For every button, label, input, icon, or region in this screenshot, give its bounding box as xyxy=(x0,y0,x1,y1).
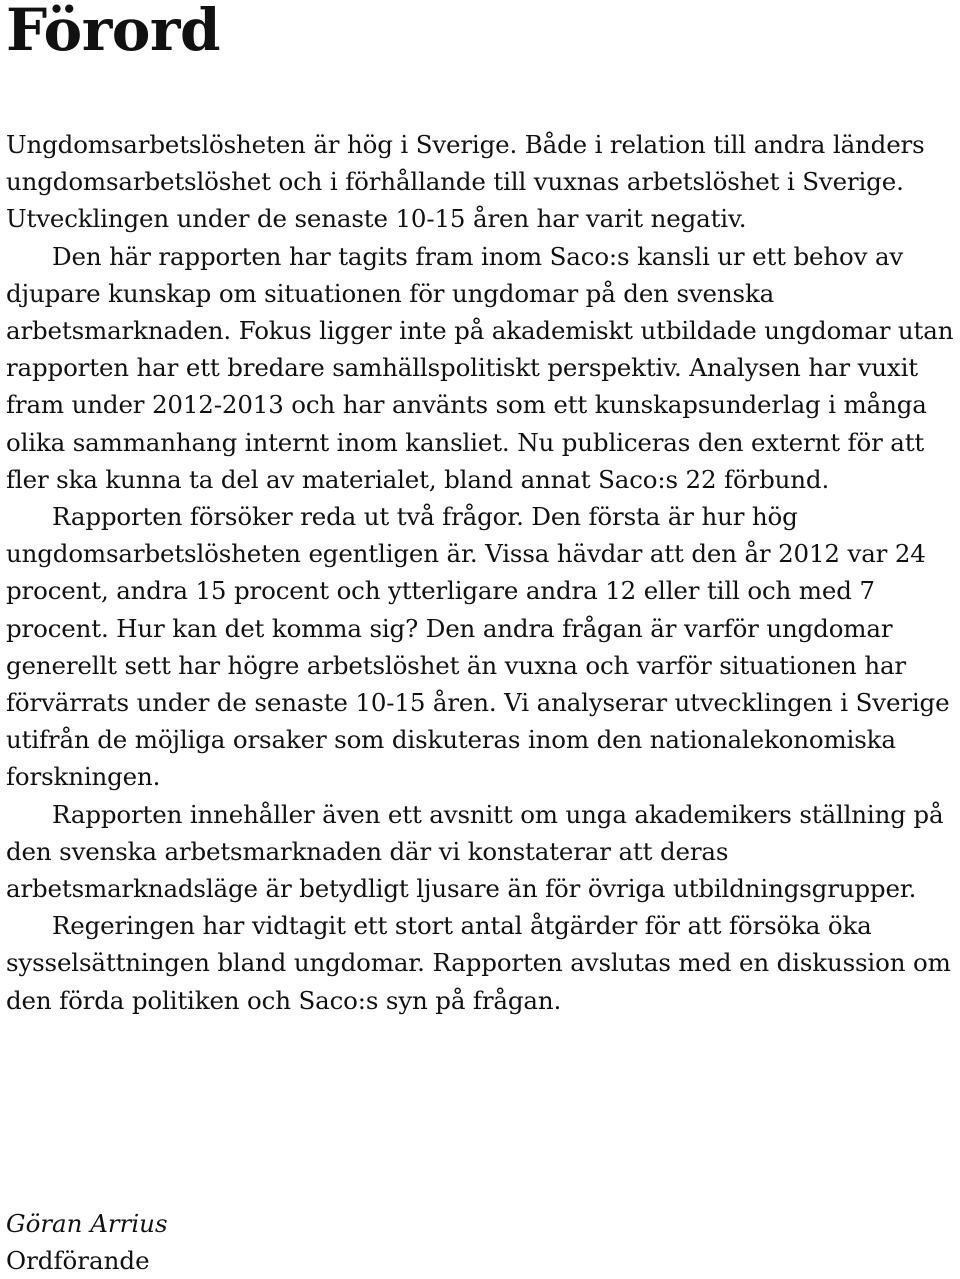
paragraph-report-background: Den här rapporten har tagits fram inom Saco:s kansli ur ett behov av djupare kunskap om situationen för ungdomar på den svenska arbetsmarknaden. Fokus ligger inte på akademiskt utbildade ungdomar utan rapporten har ett bredare samhällspolitiskt perspektiv. Analysen har vuxit fram under 2012-2013 och har använts som ett kunskapsunderlag i många olika sammanhang internt inom kansliet. Nu publiceras den externt för att fler ska kunna ta del av materialet, bland annat Saco:s 22 förbund. xyxy=(6,241,954,494)
paragraph-policy: Regeringen har vidtagit ett stort antal åtgärder för att försöka öka sysselsättningen bland ungdomar. Rapporten avslutas med en diskussion om den förda politiken och Saco:s syn på frågan. xyxy=(6,911,951,1015)
page-title: Förord xyxy=(6,0,221,64)
signature-role: Ordförande xyxy=(6,1246,150,1275)
paragraph-intro: Ungdomsarbetslösheten är hög i Sverige. Både i relation till andra länders ungdomsarbetslöshet och i förhållande till vuxnas arbetslöshet i Sverige. Utvecklingen under de senaste 10-15 åren har varit negativ. xyxy=(6,130,925,234)
paragraph-questions: Rapporten försöker reda ut två frågor. Den första är hur hög ungdomsarbetslösheten egentligen är. Vissa hävdar att den år 2012 var 24 procent, andra 15 procent och ytterligare andra 12 eller till och med 7 procent. Hur kan det komma sig? Den andra frågan är varför ungdomar generellt sett har högre arbetslöshet än vuxna och varför situationen har förvärrats under de senaste 10-15 åren. Vi analyserar utvecklingen i Sverige utifrån de möjliga orsaker som diskuteras inom den nationalekonomiska forskningen. xyxy=(6,502,950,792)
body-text xyxy=(6,126,958,1019)
paragraph-academics: Rapporten innehåller även ett avsnitt om unga akademikers ställning på den svenska arbetsmarknaden där vi konstaterar att deras arbetsmarknadsläge är betydligt ljusare än för övriga utbildningsgrupper. xyxy=(6,799,944,904)
signature-name: Göran Arrius xyxy=(6,1209,168,1238)
signature-block xyxy=(6,1205,168,1279)
